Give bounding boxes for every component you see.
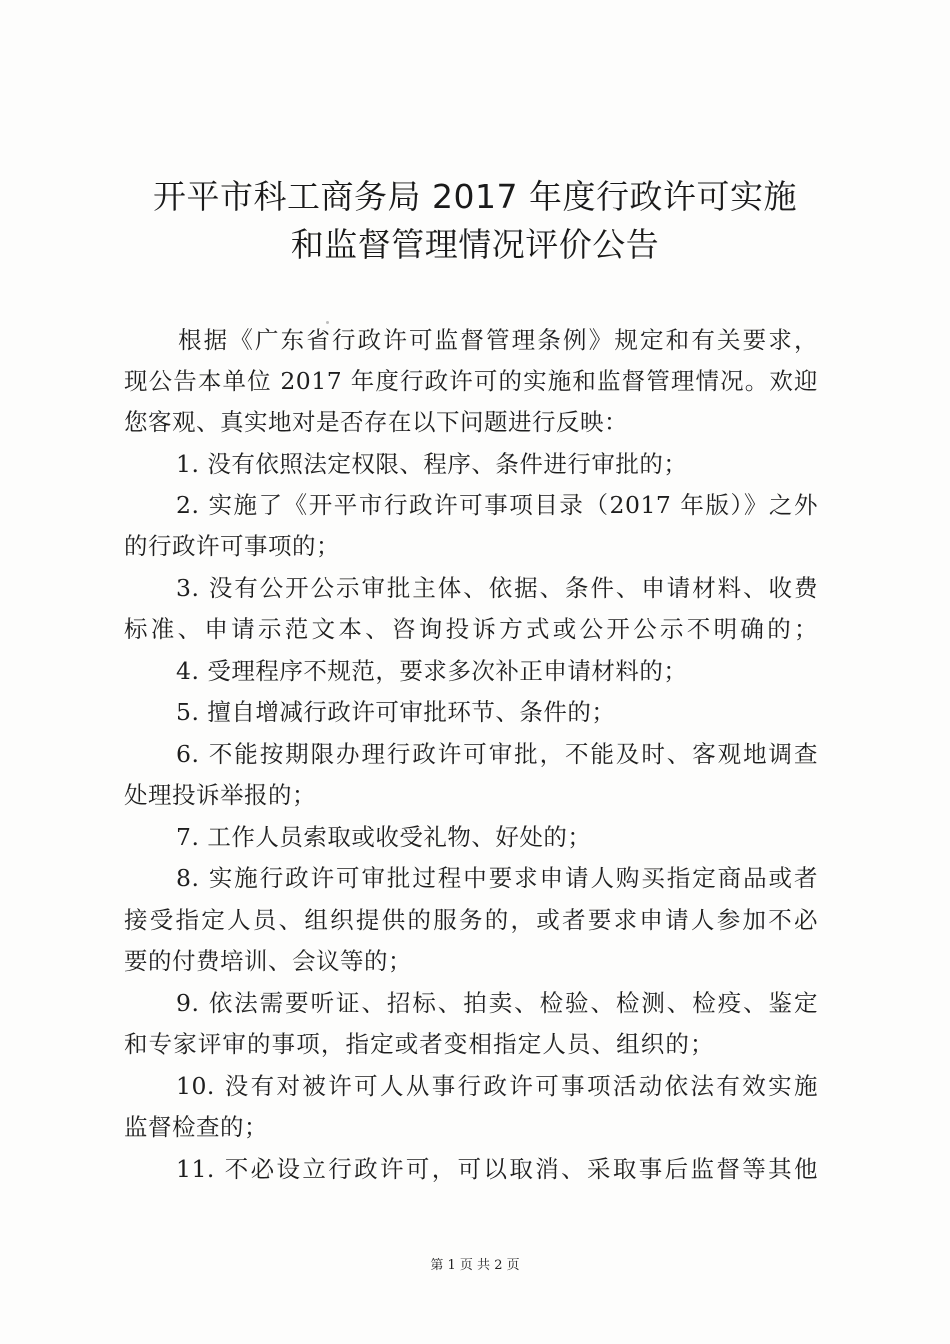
list-item: 的行政许可事项的； (124, 532, 340, 560)
list-item: 监督检查的； (124, 1113, 268, 1141)
list-item: 1. 没有依照法定权限、程序、条件进行审批的； (176, 450, 688, 478)
list-item: 3. 没有公开公示审批主体、依据、条件、申请材料、收费 (176, 574, 818, 602)
list-item: 要的付费培训、会议等的； (124, 947, 412, 975)
list-item: 9. 依法需要听证、招标、拍卖、检验、检测、检疫、鉴定 (176, 989, 818, 1017)
list-item: 10. 没有对被许可人从事行政许可事项活动依法有效实施 (176, 1072, 818, 1100)
paragraph-line: 根据《广东省行政许可监督管理条例》规定和有关要求， (178, 326, 818, 354)
list-item: 5. 擅自增减行政许可审批环节、条件的； (176, 698, 616, 726)
page-number-footer: 第 1 页 共 2 页 (430, 1258, 520, 1273)
list-item: 和专家评审的事项，指定或者变相指定人员、组织的； (124, 1030, 714, 1058)
document-title-line-2: 和监督管理情况评价公告 (290, 225, 660, 264)
scan-speck (326, 321, 329, 324)
list-item: 8. 实施行政许可审批过程中要求申请人购买指定商品或者 (176, 864, 818, 892)
document-title-line-1: 开平市科工商务局 2017 年度行政许可实施 (153, 177, 797, 216)
list-item: 7. 工作人员索取或收受礼物、好处的； (176, 823, 592, 851)
paragraph-line: 您客观、真实地对是否存在以下问题进行反映： (124, 408, 628, 436)
list-item: 6. 不能按期限办理行政许可审批，不能及时、客观地调查 (176, 740, 818, 768)
list-item: 标准、申请示范文本、咨询投诉方式或公开公示不明确的； (124, 615, 818, 643)
list-item: 处理投诉举报的； (124, 781, 316, 809)
list-item: 4. 受理程序不规范，要求多次补正申请材料的； (176, 657, 688, 685)
list-item: 11. 不必设立行政许可，可以取消、采取事后监督等其他 (176, 1155, 818, 1183)
list-item: 2. 实施了《开平市行政许可事项目录（2017 年版）》之外 (176, 491, 818, 519)
list-item: 接受指定人员、组织提供的服务的，或者要求申请人参加不必 (124, 906, 818, 934)
paragraph-line: 现公告本单位 2017 年度行政许可的实施和监督管理情况。欢迎 (124, 367, 818, 395)
